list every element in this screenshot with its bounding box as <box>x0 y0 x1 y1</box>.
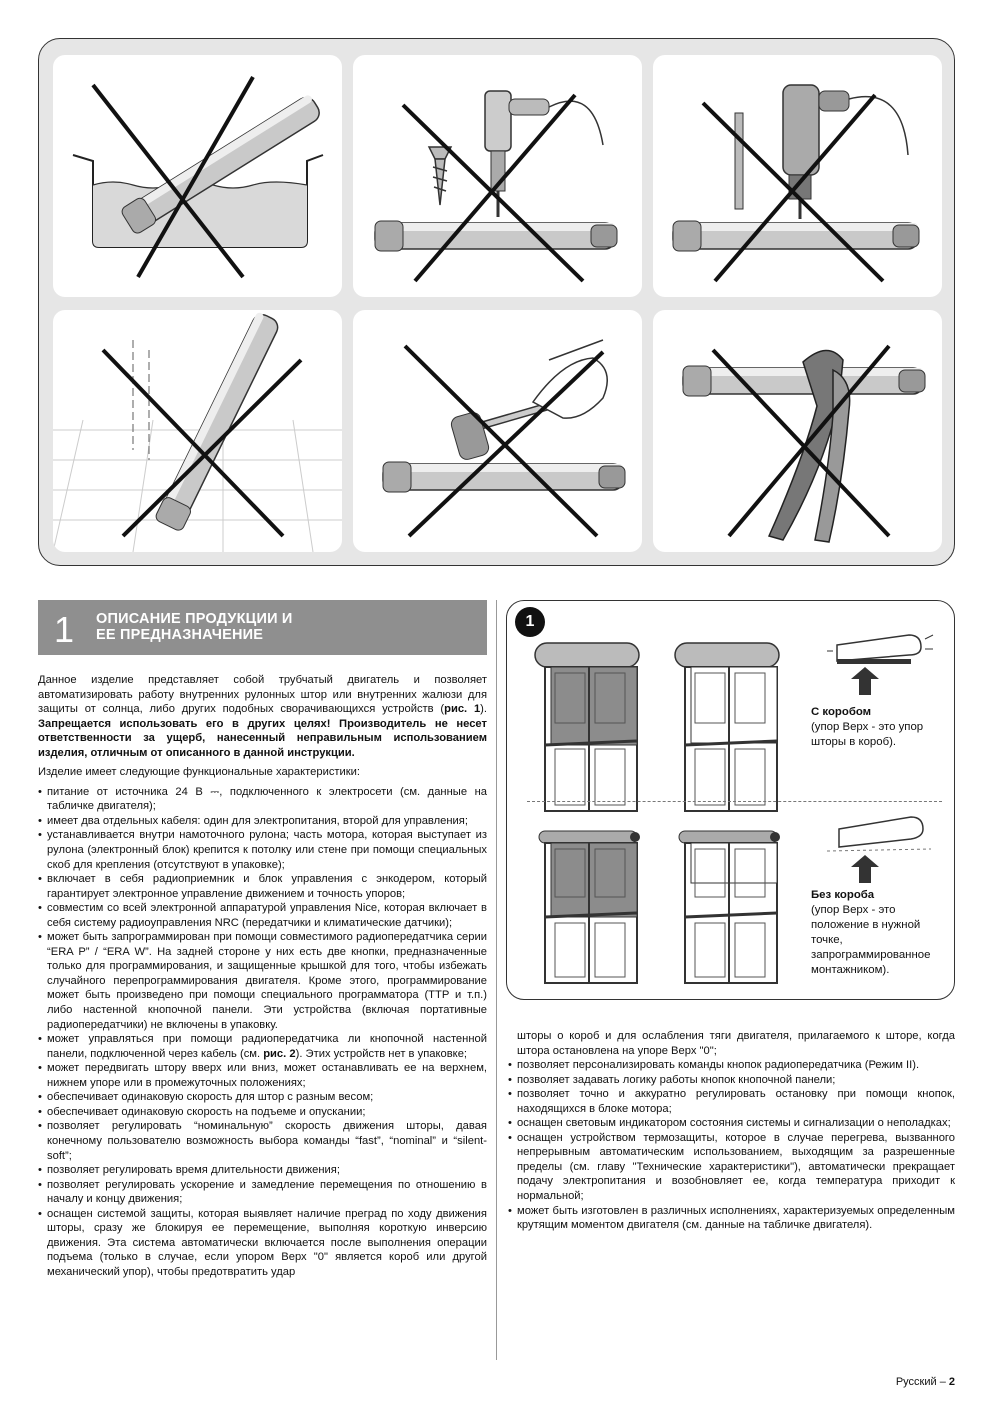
warning-no-pliers <box>653 310 942 552</box>
list-item: • может быть запрограммирован при помощи совместимого радиопередатчика серии “ERA P” / “ERA W”. На задней стороне у них есть две кнопки, предназначенные только для программирования, и защищенные крышкой для того, чтобы избежать случайного перепрограммирования двигателя. Кроме этого, программирование может быть произведено при помощи специального программатора (TTP и т.п.) либо настенной кнопочной панели. Эти устройства (включая портативные радиопередатчики) не включены в упаковку. <box>38 930 487 1032</box>
box-stop-detail-icon <box>825 625 935 697</box>
page-footer <box>896 1376 955 1388</box>
list-item-text: может управляться при помощи радиопередатчика ли кнопочной настенной панели, подключенной через кабель (см. <box>47 1033 487 1060</box>
figure-divider <box>527 801 942 802</box>
section-title-line2: ЕЕ ПРЕДНАЗНАЧЕНИЕ <box>96 627 264 643</box>
features-intro: Изделие имеет следующие функциональные характеристики: <box>38 766 361 779</box>
figure-windows-illustration <box>525 619 805 989</box>
window-with-box-raised <box>535 643 639 811</box>
motor-in-water-illustration <box>53 55 342 297</box>
intro-paragraph <box>38 673 487 760</box>
list-item: • оснащен системой защиты, которая выявляет наличие преград по ходу движения шторы, сразу же блокируя ее перемещение, выполняя короткую инверсию движения. Эта система автоматически включается после выполнения операции подъема (только в случае, если упором Верх "0" является короб или другой механический упор), чтобы предотвратить удар <box>38 1207 487 1280</box>
window-without-box-lowered <box>679 831 780 983</box>
warning-no-drill <box>653 55 942 297</box>
list-item: шторы о короб и для ослабления тяги двигателя, прилагаемого к шторе, когда штора остановлена на упоре Верх "0"; <box>517 1030 955 1057</box>
screw-into-motor-illustration <box>353 55 642 297</box>
section-number: 1 <box>54 609 75 650</box>
warning-no-drop <box>53 310 342 552</box>
list-item: • позволяет регулировать время длительности движения; <box>38 1163 487 1178</box>
list-item <box>38 1032 487 1061</box>
caption-with-box-title: С коробом <box>811 706 872 718</box>
warning-no-screw <box>353 55 642 297</box>
features-list-continued <box>508 1029 955 1233</box>
list-item: • имеет два отдельных кабеля: один для электропитания, второй для управления; <box>38 814 487 829</box>
warning-no-hammer <box>353 310 642 552</box>
window-without-box-raised <box>539 831 640 983</box>
column-divider <box>496 600 497 1360</box>
list-item: • устанавливается внутри намоточного рулона; часть мотора, которая выступает из рулона (электронный блок) крепится к потолку или стене при помощи специальных скоб для крепления (отсутствуют в упаковке); <box>38 828 487 872</box>
intro-warning: Запрещается использовать его в других целях! Производитель не несет ответственности за ущерб, нанесенный неправильным использованием изделия, отличным от описанного в данной инструкции. <box>38 717 487 759</box>
page-number: 2 <box>948 1376 955 1388</box>
hammer-on-motor-illustration <box>353 310 642 552</box>
list-item: • оснащен устройством термозащиты, которое в случае перегрева, вызванного непрерывным автоматическим использованием, выходящим за разрешенные пределы (см. главу "Технические характеристики"), автоматически прекращает подачу электропитания и возобновляет ее, когда температура приходит к нормальной; <box>508 1131 955 1204</box>
list-item: • обеспечивает одинаковую скорость на подъеме и опускании; <box>38 1105 487 1120</box>
warning-no-water <box>53 55 342 297</box>
window-with-box-lowered <box>675 643 779 811</box>
caption-with-box <box>811 705 951 750</box>
list-item: • позволяет регулировать ускорение и замедление перемещения по отношению в началу и концу движения; <box>38 1178 487 1207</box>
left-column <box>38 673 487 1279</box>
list-item: • может быть изготовлен в различных исполнениях, характеризуемых определенным крутящим моментом двигателя (см. данные на табличке двигателя). <box>508 1204 955 1233</box>
intro-text-a: Данное изделие представляет собой трубчатый двигатель и позволяет автоматизировать работу внутренних рулонных штор или внутренних жалюзи для защиты от солнца, либо других подобных сворачивающихся устройств ( <box>38 674 487 716</box>
list-item: • позволяет задавать логику работы кнопок кнопочной панели; <box>508 1073 955 1088</box>
list-item: • обеспечивает одинаковую скорость для штор с разным весом; <box>38 1090 487 1105</box>
list-item: • включает в себя радиоприемник и блок управления с энкодером, который гарантирует электронное управление движением и точность упоров; <box>38 872 487 901</box>
figure-1 <box>506 600 955 1000</box>
warnings-panel <box>38 38 955 566</box>
drill-into-motor-illustration <box>653 55 942 297</box>
list-item: • позволяет точно и аккуратно регулировать остановку при помощи кнопок, находящихся в блоке мотора; <box>508 1087 955 1116</box>
list-item: • может передвигать штору вверх или вниз, может останавливать ее на верхнем, нижнем упоре или в промежуточных положениях; <box>38 1061 487 1090</box>
features-list <box>38 785 487 1280</box>
intro-fig-ref: рис. 1 <box>444 703 481 716</box>
footer-language: Русский – <box>895 1376 949 1388</box>
list-item: • питание от источника 24 В ⎓, подключенного к электросети (см. данные на табличке двигателя); <box>38 785 487 814</box>
right-column <box>508 1029 955 1233</box>
figure-number: 1 <box>515 607 545 637</box>
list-item-text: ). Этих устройств нет в упаковке; <box>295 1047 468 1060</box>
caption-with-box-text: (упор Верх - это упор шторы в короб). <box>811 721 924 748</box>
section-title-line1: ОПИСАНИЕ ПРОДУКЦИИ И <box>96 611 293 627</box>
list-item: • совместим со всей электронной аппаратурой управления Nice, которая включает в себя систему радиоуправления NRC (передатчики и климатические датчики); <box>38 901 487 930</box>
list-item: • оснащен световым индикатором состояния системы и сигнализации о неполадках; <box>508 1116 955 1131</box>
list-item: • позволяет регулировать “номинальную” скорость движения шторы, давая конечному пользователю возможность выбора команды “fast”, “nominal” и “silent-soft”; <box>38 1119 487 1163</box>
dropped-motor-illustration <box>53 310 342 552</box>
caption-without-box <box>811 888 951 978</box>
no-box-stop-detail-icon <box>825 813 935 885</box>
fig-ref: рис. 2 <box>263 1047 296 1060</box>
section-heading <box>38 600 487 655</box>
pliers-on-motor-illustration <box>653 310 942 552</box>
section-title <box>96 611 293 643</box>
intro-text-b: ). <box>480 703 488 716</box>
caption-without-box-title: Без короба <box>811 889 875 901</box>
list-item: • позволяет персонализировать команды кнопок радиопередатчика (Режим II). <box>508 1058 955 1073</box>
caption-without-box-text: (упор Верх - это положение в нужной точке, запрограммированное монтажником). <box>811 904 931 976</box>
